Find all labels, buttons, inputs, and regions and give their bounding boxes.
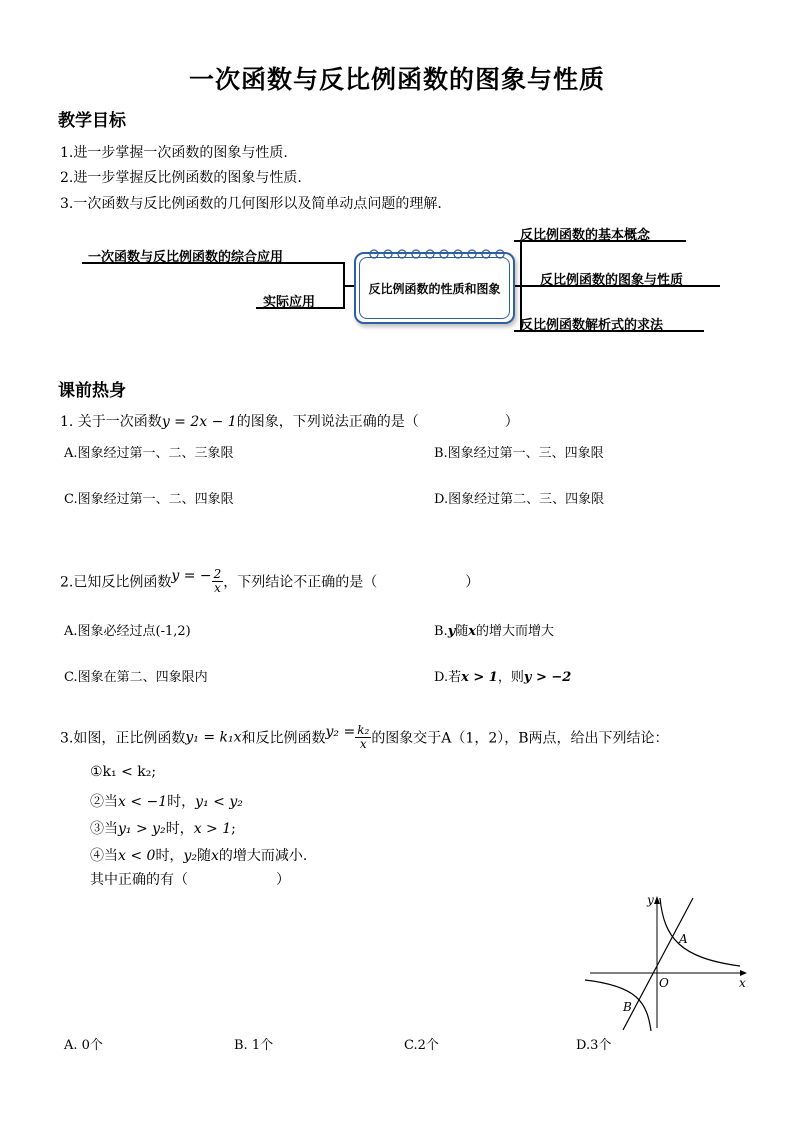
map-item-basic-concept: 反比例函数的基本概念 xyxy=(520,228,651,243)
q2-option-d-result: y > −2 xyxy=(523,670,572,685)
q2-close: ） xyxy=(465,574,480,591)
warmup-heading: 课前热身 xyxy=(58,381,126,401)
q2-func-fraction xyxy=(212,568,224,595)
q3-s3-condition: y₁ > y₂ xyxy=(118,821,166,837)
q2-option-b xyxy=(434,620,554,639)
q3-s4-var-y2: y₂ xyxy=(183,848,197,864)
q2-option-b-var-y: y xyxy=(447,624,456,639)
q2-option-d-condition: x > 1 xyxy=(461,670,498,685)
q3-ask xyxy=(90,869,290,889)
graph-y-label: y xyxy=(647,893,654,907)
map-item-graph-properties: 反比例函数的图象与性质 xyxy=(540,273,684,288)
q2-option-d-prefix: D.若 xyxy=(434,670,462,685)
q1-option-d: D.图象经过第二、三、四象限 xyxy=(434,492,605,507)
objective-3: 3.一次函数与反比例函数的几何图形以及简单动点问题的理解. xyxy=(60,196,442,212)
q3-formula-2-numerator: k₂ xyxy=(357,723,370,737)
q3-option-d: D.3个 xyxy=(576,1038,612,1053)
graph-line-y1 xyxy=(623,898,693,1030)
map-item-finding-expression: 反比例函数解析式的求法 xyxy=(520,318,664,333)
q3-formula-2-fraction xyxy=(355,724,371,751)
map-center-label: 反比例函数的性质和图象 xyxy=(368,282,501,296)
map-item-practical-application: 实际应用 xyxy=(263,295,316,310)
q3-formula-2-lhs: y₂ = xyxy=(325,723,356,740)
q3-ask-text: 其中正确的有（ xyxy=(90,872,188,888)
q3-statement-3 xyxy=(90,818,236,838)
q2-func-denominator: x xyxy=(214,581,221,595)
q1-option-a: A.图象经过第一、二、三象限 xyxy=(64,446,234,461)
q1-option-b: B.图象经过第一、三、四象限 xyxy=(434,446,604,461)
page-title: 一次函数与反比例函数的图象与性质 xyxy=(188,65,605,94)
q2-option-b-prefix: B. xyxy=(434,624,448,639)
q3-option-a: A. 0个 xyxy=(64,1038,103,1053)
q1-option-c: C.图象经过第一、二、四象限 xyxy=(64,492,234,507)
objective-2: 2.进一步掌握反比例函数的图象与性质. xyxy=(60,170,302,186)
q2-func-lhs: y = − xyxy=(171,567,212,584)
q1-suffix: 的图象，下列说法正确的是（ xyxy=(236,414,419,430)
question-2-stem xyxy=(60,568,479,595)
q2-option-b-suffix: 的增大而增大 xyxy=(476,624,555,639)
q3-mid: 和反比例函数 xyxy=(241,730,326,747)
q1-prefix: 1. 关于一次函数 xyxy=(60,414,162,430)
objective-1: 1.进一步掌握一次函数的图象与性质. xyxy=(60,145,288,161)
q3-s4-e: 随 xyxy=(196,848,211,864)
q3-s2-a: ②当 xyxy=(90,794,118,810)
q3-s3-a: ③当 xyxy=(90,821,118,837)
map-item-combined-application: 一次函数与反比例函数的综合应用 xyxy=(88,250,284,265)
graph-y-arrow-icon xyxy=(654,896,660,904)
q3-option-c: C.2个 xyxy=(404,1038,439,1053)
q3-statement-4 xyxy=(90,845,307,865)
q3-s2-c: 时， xyxy=(167,794,196,810)
q3-s4-g: 的增大而减小. xyxy=(218,848,308,864)
q2-option-d xyxy=(434,666,571,685)
graph-point-a-label: A xyxy=(679,932,688,946)
spiral-binding-icon xyxy=(356,248,513,260)
q3-statement-1: ①k₁ < k₂; xyxy=(90,764,157,780)
q3-ask-close: ） xyxy=(276,872,290,888)
objectives-heading: 教学目标 xyxy=(58,111,126,131)
question-3-stem xyxy=(60,724,669,751)
q2-func-numerator: 2 xyxy=(213,567,222,581)
q3-formula-1: y₁ = k₁x xyxy=(185,729,242,746)
q3-formula-2-denominator: x xyxy=(359,737,367,751)
q3-s3-e: ; xyxy=(231,821,236,837)
q3-option-b: B. 1个 xyxy=(234,1038,274,1053)
q3-s4-var-x: x xyxy=(210,848,219,864)
q3-s4-condition: x < 0 xyxy=(118,848,156,864)
q3-statement-2 xyxy=(90,791,243,811)
q1-close: ） xyxy=(504,414,519,430)
q3-s2-result: y₁ < y₂ xyxy=(195,794,243,810)
q3-prefix: 3.如图，正比例函数 xyxy=(60,730,186,747)
q1-formula: y = 2x − 1 xyxy=(161,414,237,430)
q3-s4-a: ④当 xyxy=(90,848,118,864)
q3-s3-c: 时， xyxy=(165,821,194,837)
q2-option-b-var-x: x xyxy=(468,624,477,639)
graph-origin-label: O xyxy=(659,976,669,990)
q2-prefix: 2.已知反比例函数 xyxy=(60,574,172,591)
graph-hyperbola-branch-1 xyxy=(660,898,740,966)
q2-suffix: ，下列结论不正确的是（ xyxy=(223,574,378,591)
q2-option-c: C.图象在第二、四象限内 xyxy=(64,670,208,685)
graph-hyperbola-branch-2 xyxy=(585,980,651,1031)
q2-option-b-mid: 随 xyxy=(455,624,469,639)
q3-s4-c: 时， xyxy=(155,848,184,864)
q2-option-a: A.图象必经过点(-1,2) xyxy=(64,624,191,639)
question-1-stem xyxy=(60,411,519,431)
q3-function-graph xyxy=(585,888,755,1033)
q3-s2-condition: x < −1 xyxy=(118,794,168,810)
q3-s3-result: x > 1 xyxy=(193,821,232,837)
q2-option-d-mid: ，则 xyxy=(497,670,524,685)
q3-suffix: 的图象交于A（1，2），B两点，给出下列结论： xyxy=(371,730,669,747)
graph-x-label: x xyxy=(739,976,746,990)
map-center-box xyxy=(354,252,515,324)
graph-point-b-label: B xyxy=(623,1000,632,1014)
